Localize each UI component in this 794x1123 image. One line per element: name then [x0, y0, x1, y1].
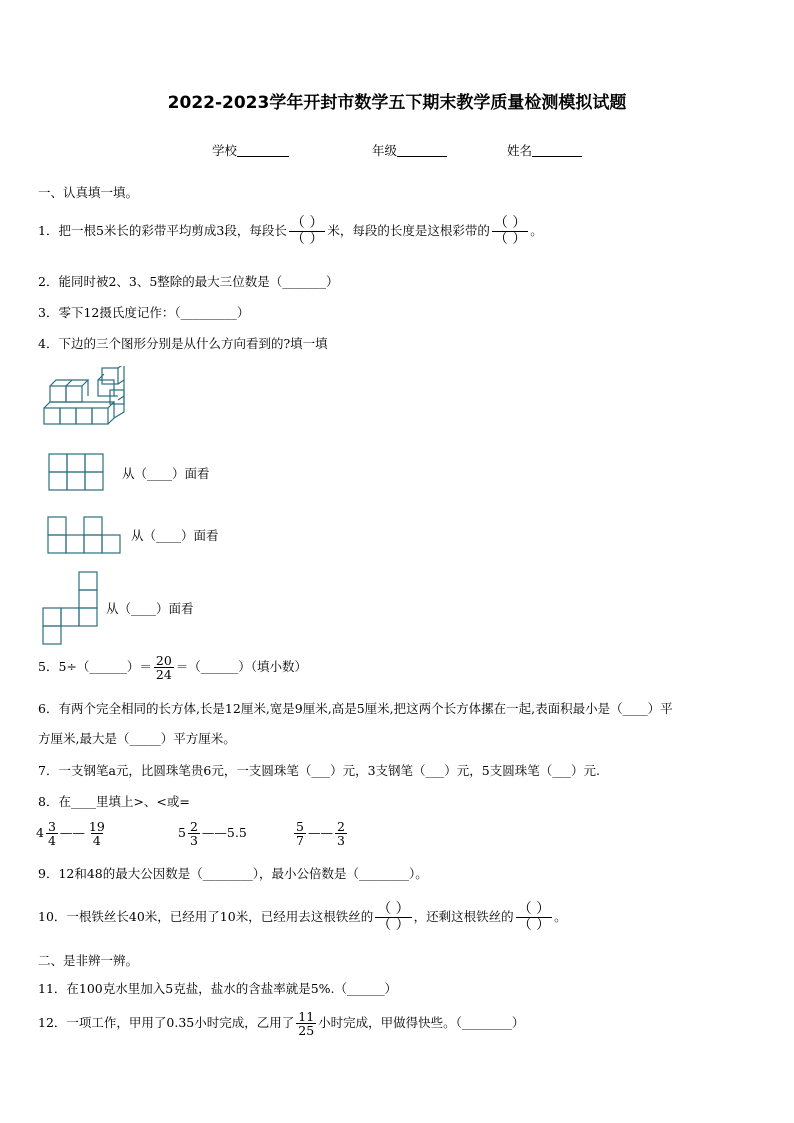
question-5: 5．5÷（______）＝ $\frac{20}{24}$ ＝（______）（填小数） — [38, 652, 308, 682]
view-3-label: 从（____）面看 — [106, 601, 194, 616]
question-6-line-2: 方厘米,最大是（_____）平方厘米。 — [38, 731, 236, 746]
view-2-grid — [46, 515, 126, 555]
blank-fraction: $\frac{( )}{( )}$ — [493, 215, 527, 247]
question-10: 10．一根铁丝长40米，已经用了10米，已经用去这根铁丝的 $\frac{( )}{( )}$ ，还剩这根铁丝的 $\frac{( )}{( )}$ 。 — [38, 901, 567, 933]
view-3-grid — [42, 571, 102, 645]
question-8: 8．在____里填上>、<或= — [38, 794, 190, 809]
section-1-heading: 一、认真填一填。 — [38, 185, 139, 200]
question-7: 7．一支钢笔a元，比圆珠笔贵6元，一支圆珠笔（___）元，3支钢笔（___）元，5支圆珠笔（___）元. — [38, 763, 600, 778]
blank-fraction: $\frac{( )}{( )}$ — [517, 901, 551, 933]
question-6-line-1: 6．有两个完全相同的长方体,长是12厘米,宽是9厘米,高是5厘米,把这两个长方体摞在一起,表面积最小是（____）平 — [38, 701, 673, 716]
question-8-expr-3: $\frac{5}{7}$ —— $\frac{2}{3}$ — [296, 818, 345, 848]
grade-field: 年级 — [372, 141, 447, 159]
question-1: 1．把一根5米长的彩带平均剪成3段，每段长 $\frac{( )}{( )}$ 米，每段的长度是这根彩带的 $\frac{( )}{( )}$ 。 — [38, 215, 543, 247]
view-2-label: 从（____）面看 — [131, 528, 219, 543]
section-2-heading: 二、是非辨一辨。 — [38, 953, 139, 968]
question-3: 3．零下12摄氏度记作：（_________） — [38, 305, 250, 320]
question-4: 4．下边的三个图形分别是从什么方向看到的?填一填 — [38, 336, 328, 351]
view-1-grid — [48, 453, 108, 491]
question-9: 9．12和48的最大公因数是（________），最小公倍数是（________）。 — [38, 866, 428, 881]
name-field: 姓名 — [507, 141, 582, 159]
question-11: 11．在100克水里加入5克盐，盐水的含盐率就是5%.（______） — [38, 981, 398, 996]
school-field: 学校 — [212, 141, 289, 159]
blank-fraction: $\frac{( )}{( )}$ — [290, 215, 324, 247]
view-1-label: 从（____）面看 — [122, 466, 210, 481]
cube-stack-figure — [40, 366, 130, 430]
question-2: 2．能同时被2、3、5整除的最大三位数是（_______） — [38, 274, 339, 289]
page-title: 2022-2023学年开封市数学五下期末教学质量检测模拟试题 — [167, 93, 627, 113]
question-8-expr-1: 4 $\frac{3}{4}$ —— $\frac{19}{4}$ — [36, 818, 105, 848]
question-12: 12．一项工作，甲用了0.35小时完成，乙用了 $\frac{11}{25}$ 小时完成，甲做得快些。（________） — [38, 1008, 525, 1038]
question-8-expr-2: 5 $\frac{2}{3}$ ——5.5 — [178, 818, 247, 848]
blank-fraction: $\frac{( )}{( )}$ — [377, 901, 410, 933]
